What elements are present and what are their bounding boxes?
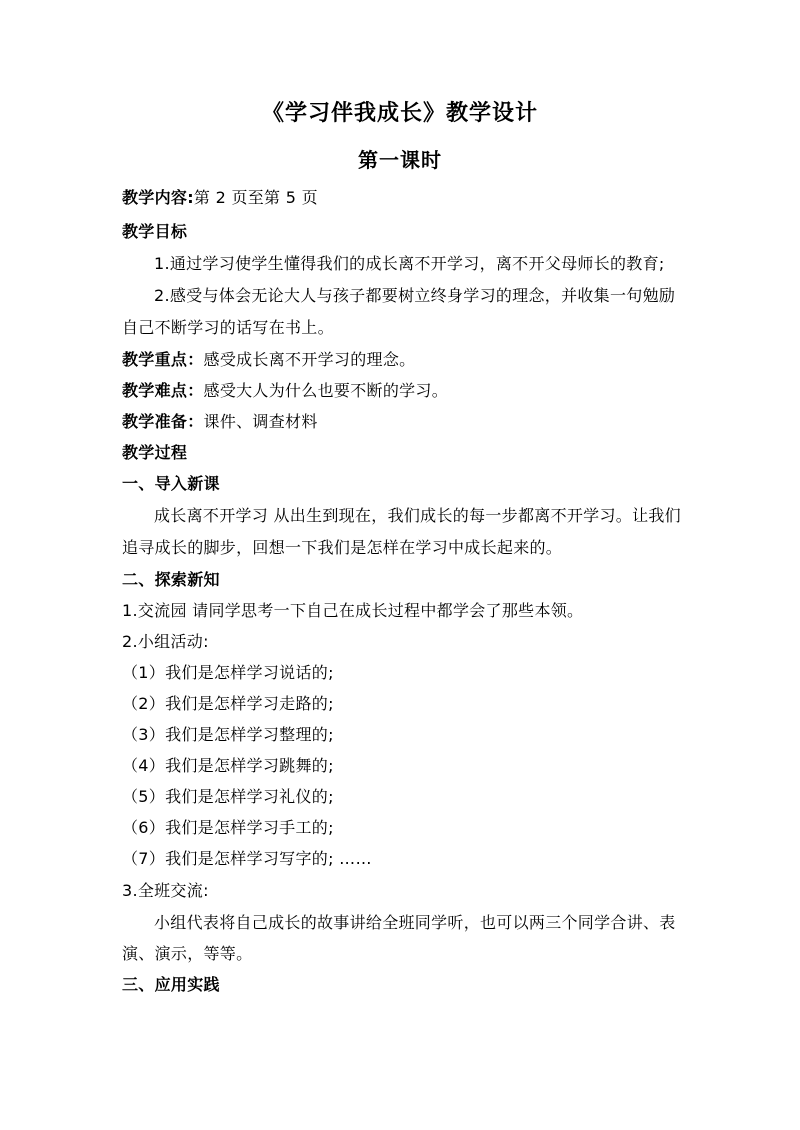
goals-heading: 教学目标: [122, 222, 188, 241]
section-2-heading: 二、探索新知: [122, 570, 220, 589]
section-2-paragraph-line-1: 小组代表将自己成长的故事讲给全班同学听，也可以两三个同学合讲、表: [154, 913, 676, 932]
preparation-label: 教学准备：: [122, 412, 204, 431]
key-point-line: [122, 350, 415, 370]
section-2-step-3: 3.全班交流:: [122, 881, 209, 900]
activity-item: （2）我们是怎样学习走路的;: [122, 694, 334, 713]
process-heading: 教学过程: [122, 443, 188, 462]
difficulty-label: 教学难点：: [122, 381, 204, 400]
content-value: 第 2 页至第 5 页: [193, 188, 318, 207]
section-2-step-2: 2.小组活动:: [122, 632, 209, 651]
activity-item: （5）我们是怎样学习礼仪的;: [122, 787, 334, 806]
difficulty-value: 感受大人为什么也要不断的学习。: [203, 381, 449, 400]
activity-item: （4）我们是怎样学习跳舞的;: [122, 756, 334, 775]
content-label: 教学内容:: [122, 188, 194, 207]
section-1-paragraph-line-2: 追寻成长的脚步，回想一下我们是怎样在学习中成长起来的。: [122, 538, 563, 557]
document-title: 《学习伴我成长》教学设计: [261, 101, 538, 126]
section-2-step-1: 1.交流园 请同学思考一下自己在成长过程中都学会了那些本领。: [122, 601, 584, 620]
activity-item: （1）我们是怎样学习说话的;: [122, 663, 334, 682]
goal-item-2-line-1: 2.感受与体会无论大人与孩子都要树立终身学习的理念，并收集一句勉励: [154, 286, 676, 305]
key-point-value: 感受成长离不开学习的理念。: [203, 350, 416, 369]
activity-item: （3）我们是怎样学习整理的;: [122, 725, 334, 744]
lesson-subtitle: 第一课时: [358, 148, 442, 172]
content-line: [122, 188, 318, 208]
goal-item-2-line-2: 自己不断学习的话写在书上。: [122, 318, 334, 337]
activity-item: （7）我们是怎样学习写字的; ……: [122, 849, 372, 868]
section-3-heading: 三、应用实践: [122, 975, 220, 994]
difficulty-line: [122, 381, 448, 401]
section-1-heading: 一、导入新课: [122, 474, 220, 493]
activity-item: （6）我们是怎样学习手工的;: [122, 818, 334, 837]
preparation-value: 课件、调查材料: [203, 412, 318, 431]
section-1-paragraph-line-1: 成长离不开学习 从出生到现在，我们成长的每一步都离不开学习。让我们: [154, 506, 681, 525]
preparation-line: [122, 412, 318, 432]
section-2-paragraph-line-2: 演、演示，等等。: [122, 944, 253, 963]
goal-item-1: 1.通过学习使学生懂得我们的成长离不开学习，离不开父母师长的教育;: [154, 254, 665, 273]
key-point-label: 教学重点：: [122, 350, 204, 369]
